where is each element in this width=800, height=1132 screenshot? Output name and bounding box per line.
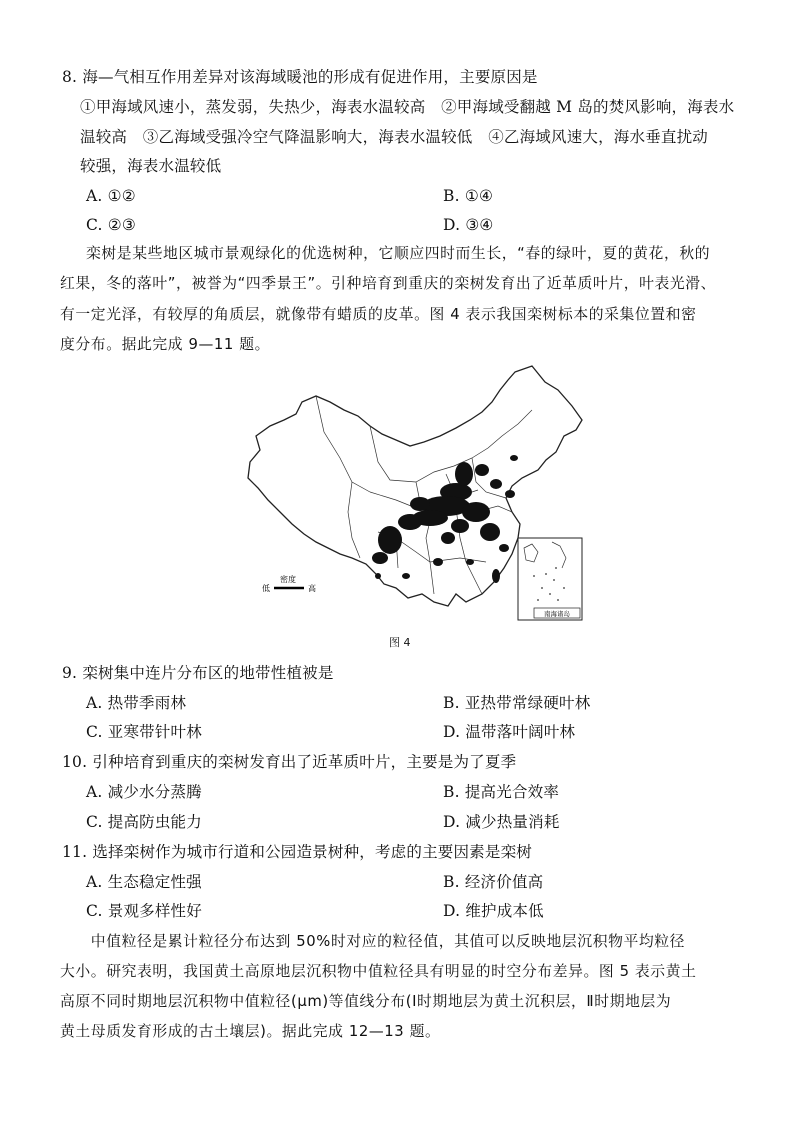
intro1-line-4: 度分布。据此完成 9—11 题。	[60, 336, 271, 353]
intro2-line-4: 黄土母质发育形成的古土壤层)。据此完成 12—13 题。	[60, 1023, 441, 1040]
intro2-line-1: 中值粒径是累计粒径分布达到 50%时对应的粒径值，其值可以反映地层沉积物平均粒径	[60, 933, 686, 950]
q8-text-line-3: 较强，海表水温较低	[80, 157, 222, 175]
q8-stem: 8. 海—气相互作用差异对该海域暖池的形成有促进作用，主要原因是	[62, 68, 538, 86]
inset-label: 南海诸岛	[544, 610, 570, 618]
q10-option-b[interactable]: B. 提高光合效率	[443, 783, 560, 801]
q9-stem: 9. 栾树集中连片分布区的地带性植被是	[62, 664, 334, 682]
q9-option-d[interactable]: D. 温带落叶阔叶林	[443, 723, 576, 741]
intro1-line-2: 红果，冬的落叶”，被誉为“四季景王”。引种培育到重庆的栾树发育出了近革质叶片，叶表光滑、	[60, 275, 717, 292]
intro1-line-3: 有一定光泽，有较厚的角质层，就像带有蜡质的皮革。图 4 表示我国栾树标本的采集位置和密	[60, 306, 697, 323]
q8-option-d[interactable]: D. ③④	[443, 216, 494, 234]
q8-option-c[interactable]: C. ②③	[86, 216, 136, 234]
q10-stem: 10. 引种培育到重庆的栾树发育出了近革质叶片，主要是为了夏季	[62, 753, 517, 771]
q10-option-a[interactable]: A. 减少水分蒸腾	[86, 783, 202, 801]
intro2-line-3: 高原不同时期地层沉积物中值粒径(μm)等值线分布(Ⅰ时期地层为黄土沉积层，Ⅱ时期地层为	[60, 993, 672, 1010]
legend-high: 高	[308, 584, 316, 593]
q9-option-b[interactable]: B. 亚热带常绿硬叶林	[443, 694, 591, 712]
q8-text-line-2: 温较高 ③乙海域受强冷空气降温影响大，海表水温较低 ④乙海域风速大，海水垂直扰动	[80, 128, 709, 146]
q8-option-a[interactable]: A. ①②	[86, 187, 136, 205]
density-legend	[262, 574, 316, 593]
china-map-figure	[220, 362, 590, 624]
q11-option-c[interactable]: C. 景观多样性好	[86, 902, 202, 920]
q8-option-b[interactable]: B. ①④	[443, 187, 494, 205]
legend-low: 低	[262, 584, 270, 593]
q11-option-b[interactable]: B. 经济价值高	[443, 873, 544, 891]
q11-option-a[interactable]: A. 生态稳定性强	[86, 873, 202, 891]
intro1-line-1: 栾树是某些地区城市景观绿化的优选树种，它顺应四时而生长，“春的绿叶，夏的黄花，秋的	[86, 245, 711, 262]
q11-option-d[interactable]: D. 维护成本低	[443, 902, 544, 920]
q11-stem: 11. 选择栾树作为城市行道和公园造景树种，考虑的主要因素是栾树	[62, 843, 532, 861]
q9-option-a[interactable]: A. 热带季雨林	[86, 694, 187, 712]
intro2-line-2: 大小。研究表明，我国黄土高原地层沉积物中值粒径具有明显的时空分布差异。图 5 表示黄土	[60, 963, 697, 980]
q10-option-c[interactable]: C. 提高防虫能力	[86, 813, 202, 831]
figure-caption: 图 4	[389, 636, 411, 649]
legend-title: 密度	[280, 575, 296, 584]
south-china-sea-inset	[518, 538, 582, 620]
q9-option-c[interactable]: C. 亚寒带针叶林	[86, 723, 202, 741]
q10-option-d[interactable]: D. 减少热量消耗	[443, 813, 560, 831]
q8-text-line-1: ①甲海域风速小，蒸发弱，失热少，海表水温较高 ②甲海域受翻越 M 岛的焚风影响，海表水	[80, 98, 735, 116]
